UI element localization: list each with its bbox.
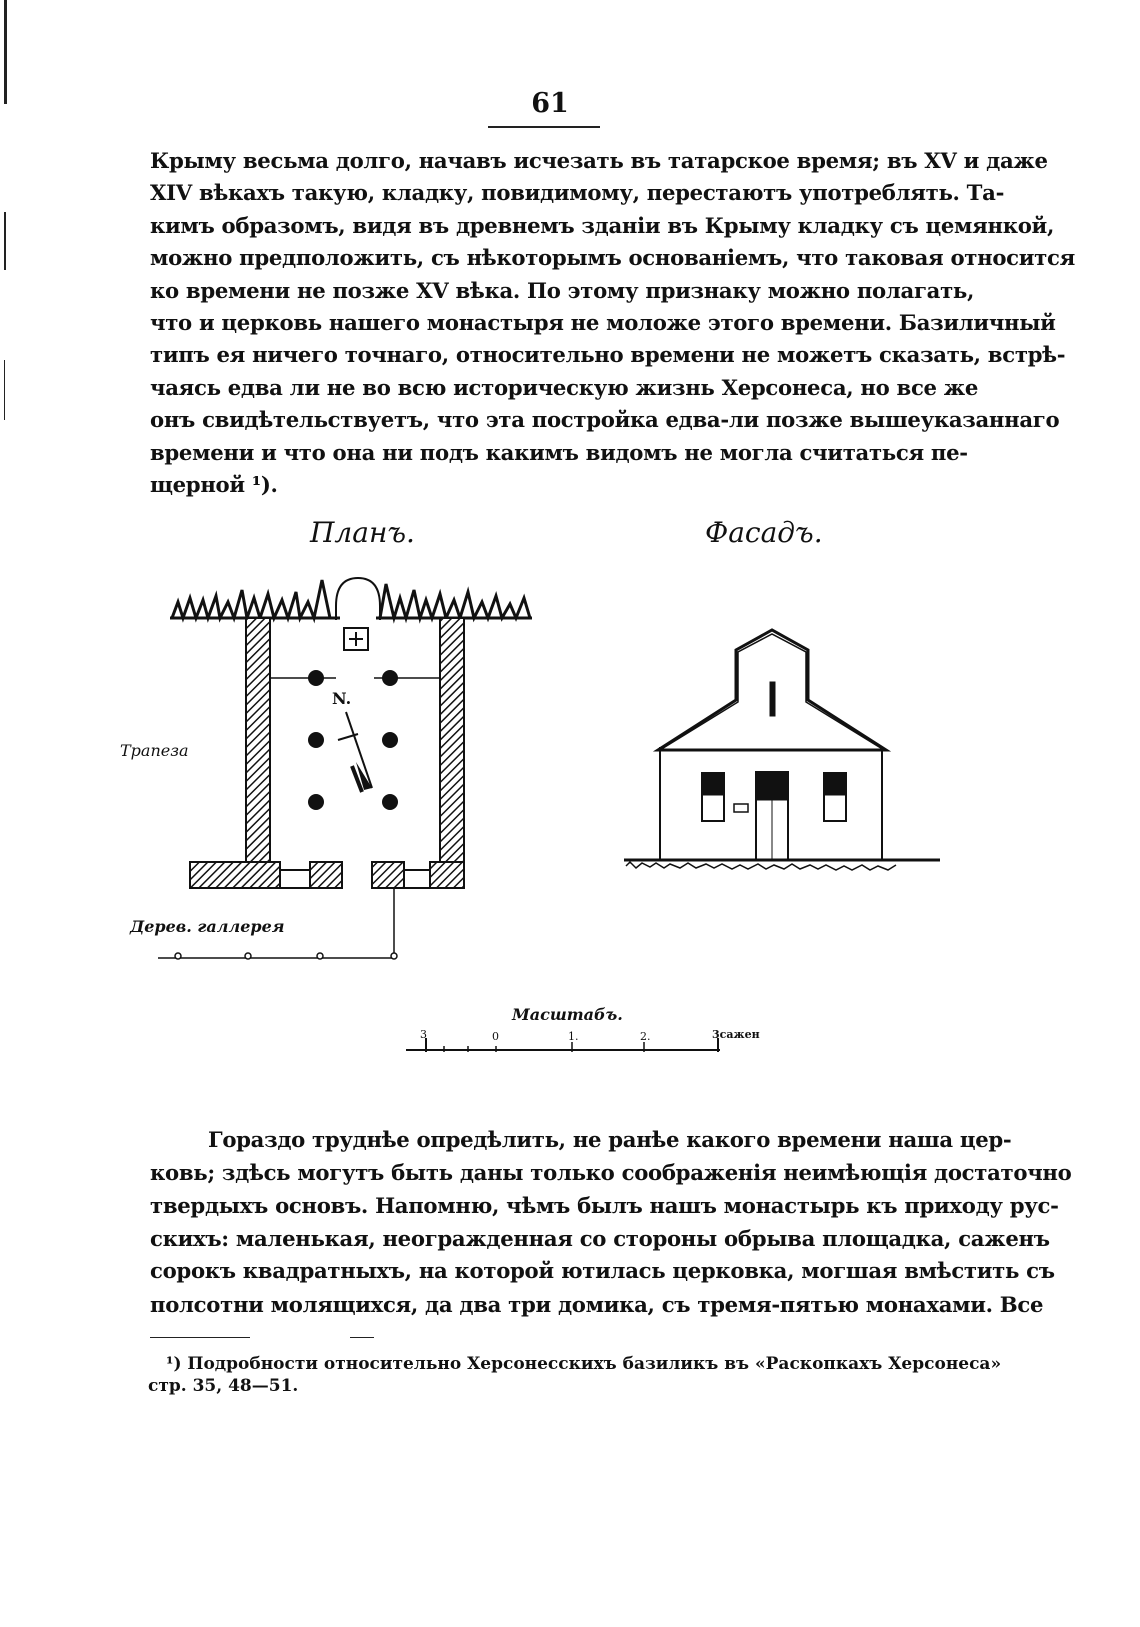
- page-number: 61: [531, 88, 569, 119]
- footnote: [148, 1376, 298, 1396]
- text-line: кимъ образомъ, видя въ древнемъ зданіи въ Крыму кладку съ цемянкой,: [150, 213, 1055, 238]
- north-arrow-icon: [332, 689, 372, 792]
- label-gallery: Дерев. галлерея: [130, 917, 285, 936]
- rock-hatching: [170, 580, 532, 618]
- footnote-separator: [150, 1337, 250, 1338]
- columns: [308, 670, 398, 810]
- svg-text:N.: N.: [332, 689, 352, 708]
- footnote-line: ¹) Подробности относительно Херсонесскихъ базиликъ въ «Раскопкахъ Херсонеса»: [166, 1354, 1002, 1374]
- wall-front-right: [430, 862, 464, 888]
- facade-elevation: [624, 630, 940, 870]
- label-trapeza: Трапеза: [120, 741, 189, 760]
- wall-right: [440, 618, 464, 862]
- footnote: [166, 1354, 1001, 1374]
- text-line: времени и что она ни подъ какимъ видомъ не могла считаться пе-: [150, 440, 968, 465]
- scale-tick-label: 0: [492, 1030, 499, 1043]
- scale-bar: [406, 1005, 760, 1052]
- scale-tick-label: 2.: [640, 1030, 651, 1043]
- text-line: типъ ея ничего точнаго, относительно времени не можетъ сказать, встрѣ-: [150, 342, 1066, 367]
- church-drawing: [120, 516, 990, 1080]
- binding-edge-mark: [4, 360, 5, 420]
- text-line: твердыхъ основъ. Напомню, чѣмъ былъ нашъ монастырь къ приходу рус-: [150, 1193, 1059, 1218]
- floor-plan: [120, 578, 532, 959]
- text-line: Гораздо труднѣе опредѣлить, не ранѣе какого времени наша цер-: [208, 1127, 1012, 1152]
- wall-front-mid: [310, 862, 342, 888]
- footnote-separator: [350, 1337, 374, 1338]
- facade-title: Фасадъ.: [705, 516, 823, 549]
- text-line: XIV вѣкахъ такую, кладку, повидимому, перестаютъ употреблять. Та-: [150, 180, 1005, 205]
- text-line: сорокъ квадратныхъ, на которой ютилась церковка, могшая вмѣстить съ: [150, 1258, 1055, 1283]
- text-line: что и церковь нашего монастыря не моложе этого времени. Базиличный: [150, 310, 1056, 335]
- scale-tick-label: 3сажен: [712, 1028, 760, 1041]
- page-number-rule: [488, 126, 600, 128]
- scale-tick-label: 1.: [568, 1030, 579, 1043]
- footnote-line: стр. 35, 48—51.: [148, 1376, 299, 1396]
- text-line: онъ свидѣтельствуетъ, что эта постройка едва-ли позже вышеуказаннаго: [150, 407, 1060, 432]
- plan-title: Планъ.: [310, 516, 415, 549]
- text-line: Крыму весьма долго, начавъ исчезать въ татарское время; въ XV и даже: [150, 148, 1048, 173]
- wall-front-left: [190, 862, 280, 888]
- scale-title: Масштабъ.: [512, 1005, 623, 1024]
- binding-edge-mark: [4, 212, 6, 270]
- text-line: скихъ: маленькая, неогражденная со стороны обрыва площадка, саженъ: [150, 1226, 1050, 1251]
- text-line: полсотни молящихся, да два три домика, съ тремя-пятью монахами. Все: [150, 1292, 1044, 1317]
- scale-tick-label: 3: [420, 1028, 427, 1041]
- text-line: ко времени не позже XV вѣка. По этому признаку можно полагать,: [150, 278, 975, 303]
- binding-edge-mark: [4, 0, 7, 104]
- text-line: можно предположить, съ нѣкоторымъ основаніемъ, что таковая относится: [150, 245, 1075, 270]
- text-line: чаясь едва ли не во всю историческую жизнь Херсонеса, но все же: [150, 375, 979, 400]
- wall-front-mid2: [372, 862, 404, 888]
- text-line: щерной ¹).: [150, 472, 278, 497]
- wall-left: [246, 618, 270, 862]
- text-line: ковь; здѣсь могутъ быть даны только соображенія неимѣющія достаточно: [150, 1160, 1072, 1185]
